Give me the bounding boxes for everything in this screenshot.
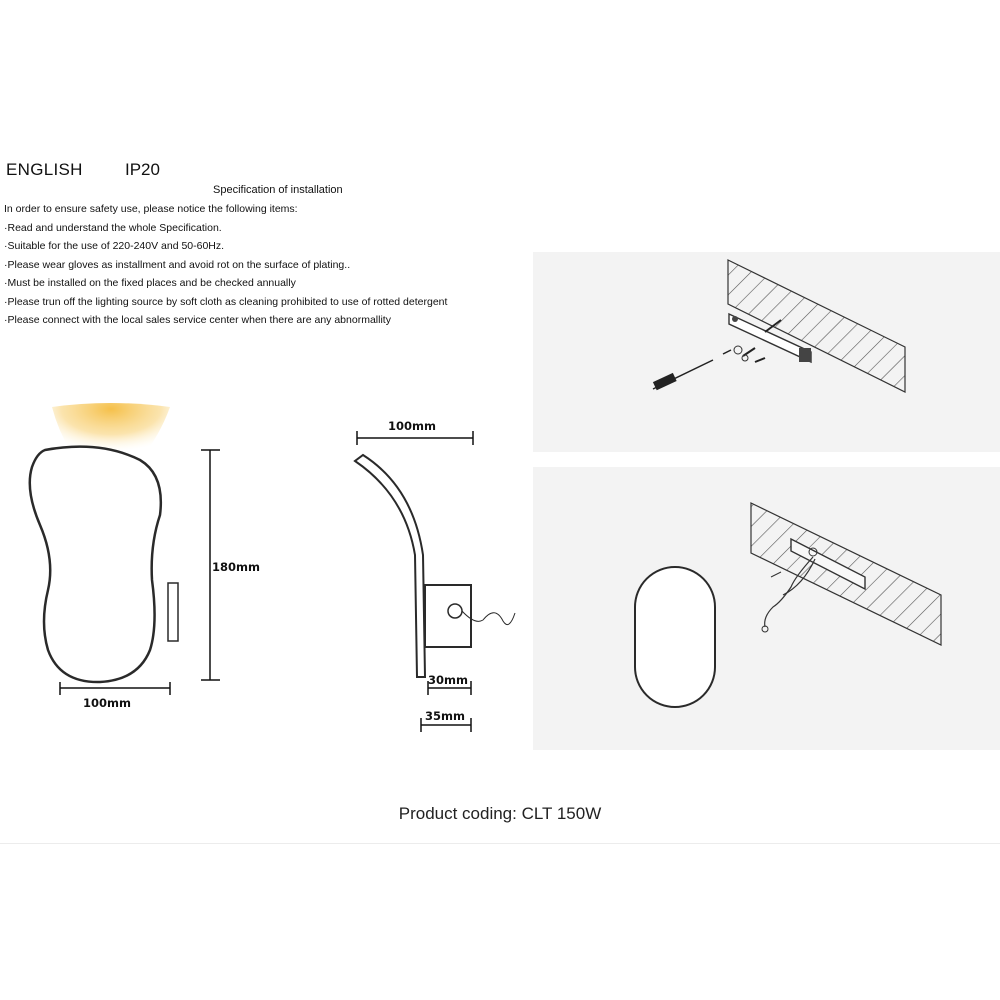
install-step-1-panel xyxy=(533,252,1000,452)
language-label: ENGLISH xyxy=(6,160,83,179)
instruction-item: ·Suitable for the use of 220-240V and 50-60Hz. xyxy=(4,240,225,252)
instructions-list xyxy=(4,200,544,330)
instruction-item: ·Read and understand the whole Specification. xyxy=(4,221,222,234)
cable-hole xyxy=(448,604,462,618)
instruction-item: ·Must be installed on the fixed places and be checked annually xyxy=(4,277,296,289)
install-step-2-panel xyxy=(533,467,1000,750)
base-depth-label: 30mm xyxy=(428,673,468,687)
wall-plate xyxy=(168,583,178,641)
side-width-label: 100mm xyxy=(388,419,436,433)
lamp-arm-side xyxy=(355,455,425,677)
ip-rating: IP20 xyxy=(125,160,160,179)
mounting-box xyxy=(425,585,471,647)
lamp-body-front xyxy=(30,447,161,682)
instruction-item: ·Please connect with the local sales service center when there are any abnormallity xyxy=(4,314,391,326)
install-step-1-drawing xyxy=(533,252,1000,452)
front-width-label: 100mm xyxy=(83,696,131,710)
instructions-intro: In order to ensure safety use, please notice the following items: xyxy=(4,203,298,215)
height-dim-label: 180mm xyxy=(212,560,260,574)
install-step-2-drawing xyxy=(533,467,1000,750)
product-coding: Product coding: CLT 150W xyxy=(398,804,602,823)
total-depth-label: 35mm xyxy=(425,709,465,723)
side-view-drawing xyxy=(345,415,530,735)
spec-title: Specification of installation xyxy=(213,184,343,196)
lamp-front-oval xyxy=(635,567,715,707)
instruction-item: ·Please trun off the lighting source by soft cloth as cleaning prohibited to use of rotted detergent xyxy=(4,295,448,308)
divider xyxy=(0,843,1000,844)
instruction-item: ·Please wear gloves as installment and avoid rot on the surface of plating.. xyxy=(4,258,351,271)
